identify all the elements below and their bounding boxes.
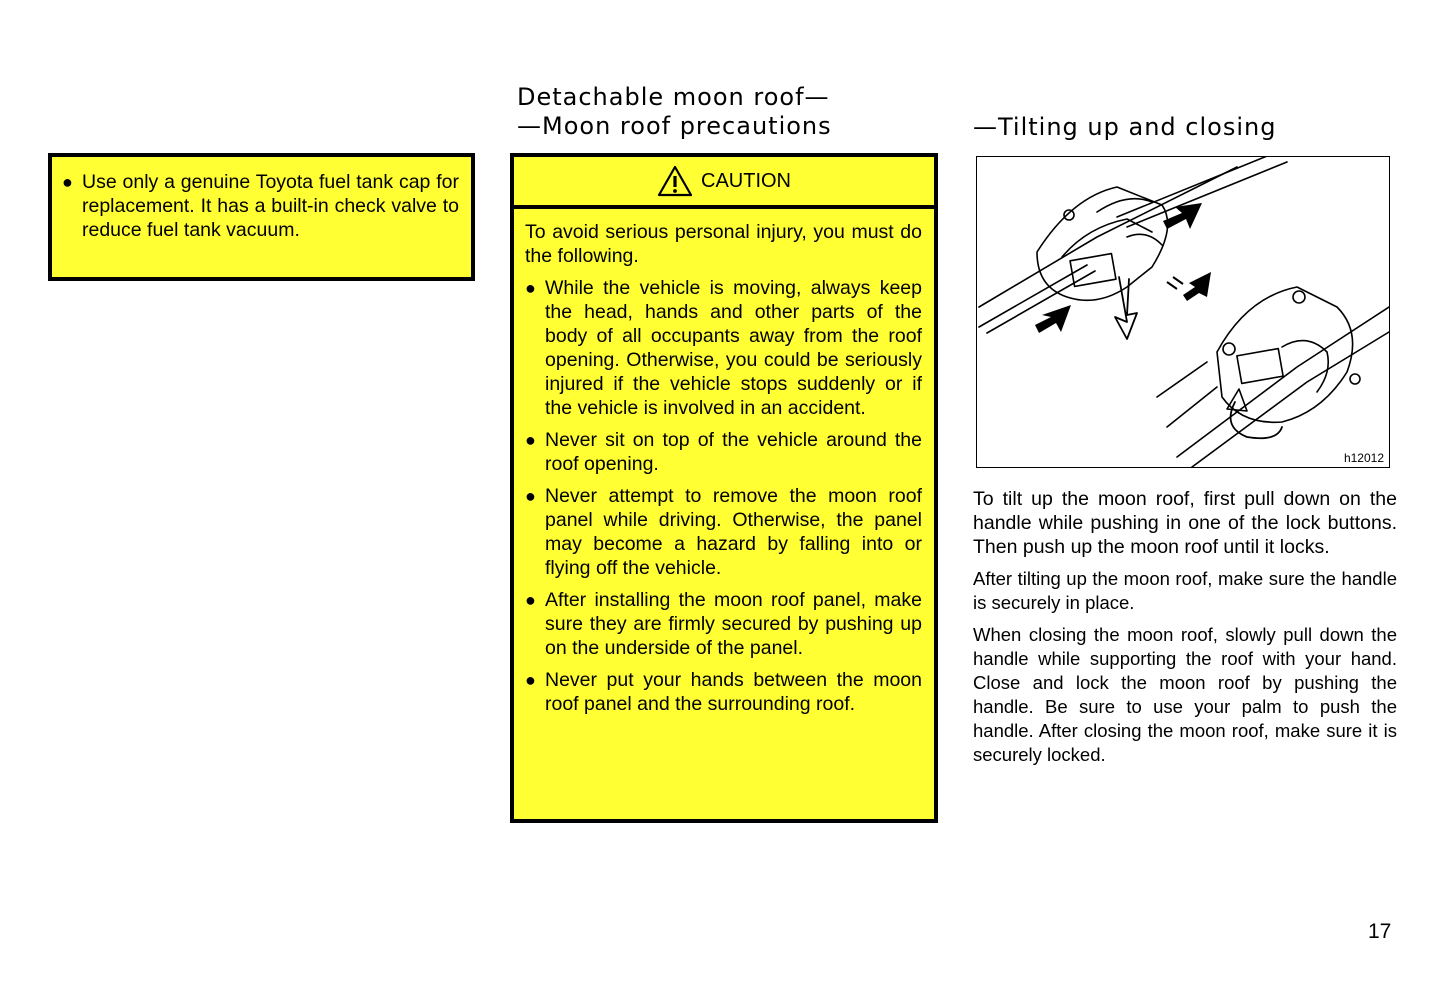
bullet-dot-icon: ● [62, 172, 73, 192]
instruction-paragraph-tilt: To tilt up the moon roof, first pull down on the handle while pushing in one of the lock buttons. Then push up the moon roof until it locks. [973, 488, 1397, 558]
fuel-cap-note-box [48, 153, 475, 281]
caution-box [510, 153, 938, 823]
instruction-paragraph-check: After tilting up the moon roof, make sure the handle is securely in place. [973, 568, 1397, 613]
caution-bullet [525, 276, 922, 420]
page-number: 17 [1368, 920, 1392, 943]
note-bullet [62, 170, 459, 242]
instruction-text [973, 487, 1397, 775]
caution-intro: To avoid serious personal injury, you must do the following. [525, 221, 922, 267]
handle-diagram [977, 157, 1389, 467]
warning-triangle-icon [657, 165, 693, 197]
caution-title: CAUTION [701, 169, 791, 192]
caution-bullet-text: Never sit on top of the vehicle around the roof opening. [545, 429, 922, 475]
caution-header [514, 157, 934, 209]
caution-bullet [525, 428, 922, 476]
caution-bullet-text: Never put your hands between the moon roof panel and the surrounding roof. [545, 669, 922, 715]
bullet-dot-icon: ● [525, 278, 536, 298]
caution-bullet [525, 668, 922, 716]
caution-bullet-text: Never attempt to remove the moon roof panel while driving. Otherwise, the panel may become a hazard by falling into or flying off the vehicle. [545, 485, 922, 579]
caution-bullet-text: While the vehicle is moving, always keep the head, hands and other parts of the body of all occupants away from the roof opening. Otherwise, you could be seriously injured if the vehicle stops suddenly or if the vehicle is involved in an accident. [545, 277, 922, 419]
caution-bullet [525, 588, 922, 660]
bullet-dot-icon: ● [525, 430, 536, 450]
moon-roof-handle-illustration [976, 156, 1390, 468]
bullet-dot-icon: ● [525, 590, 536, 610]
caution-body [514, 209, 934, 716]
caution-bullet-text: After installing the moon roof panel, make sure they are firmly secured by pushing up on the underside of the panel. [545, 589, 922, 659]
heading-line-1: Detachable moon roof— [517, 83, 830, 111]
bullet-dot-icon: ● [525, 486, 536, 506]
bullet-dot-icon: ● [525, 670, 536, 690]
instruction-paragraph-close: When closing the moon roof, slowly pull down the handle while supporting the roof with your hand. Close and lock the moon roof by pushing the handle. Be sure to use your palm to push the handle. After closing the moon roof, make sure it is securely locked. [973, 624, 1397, 765]
caution-bullet [525, 484, 922, 580]
section-heading [517, 83, 832, 141]
note-text: Use only a genuine Toyota fuel tank cap for replacement. It has a built-in check valve to reduce fuel tank vacuum. [82, 171, 459, 241]
figure-code: h12012 [1343, 451, 1384, 465]
heading-line-2: —Moon roof precautions [517, 112, 832, 140]
subsection-heading: —Tilting up and closing [973, 113, 1277, 141]
